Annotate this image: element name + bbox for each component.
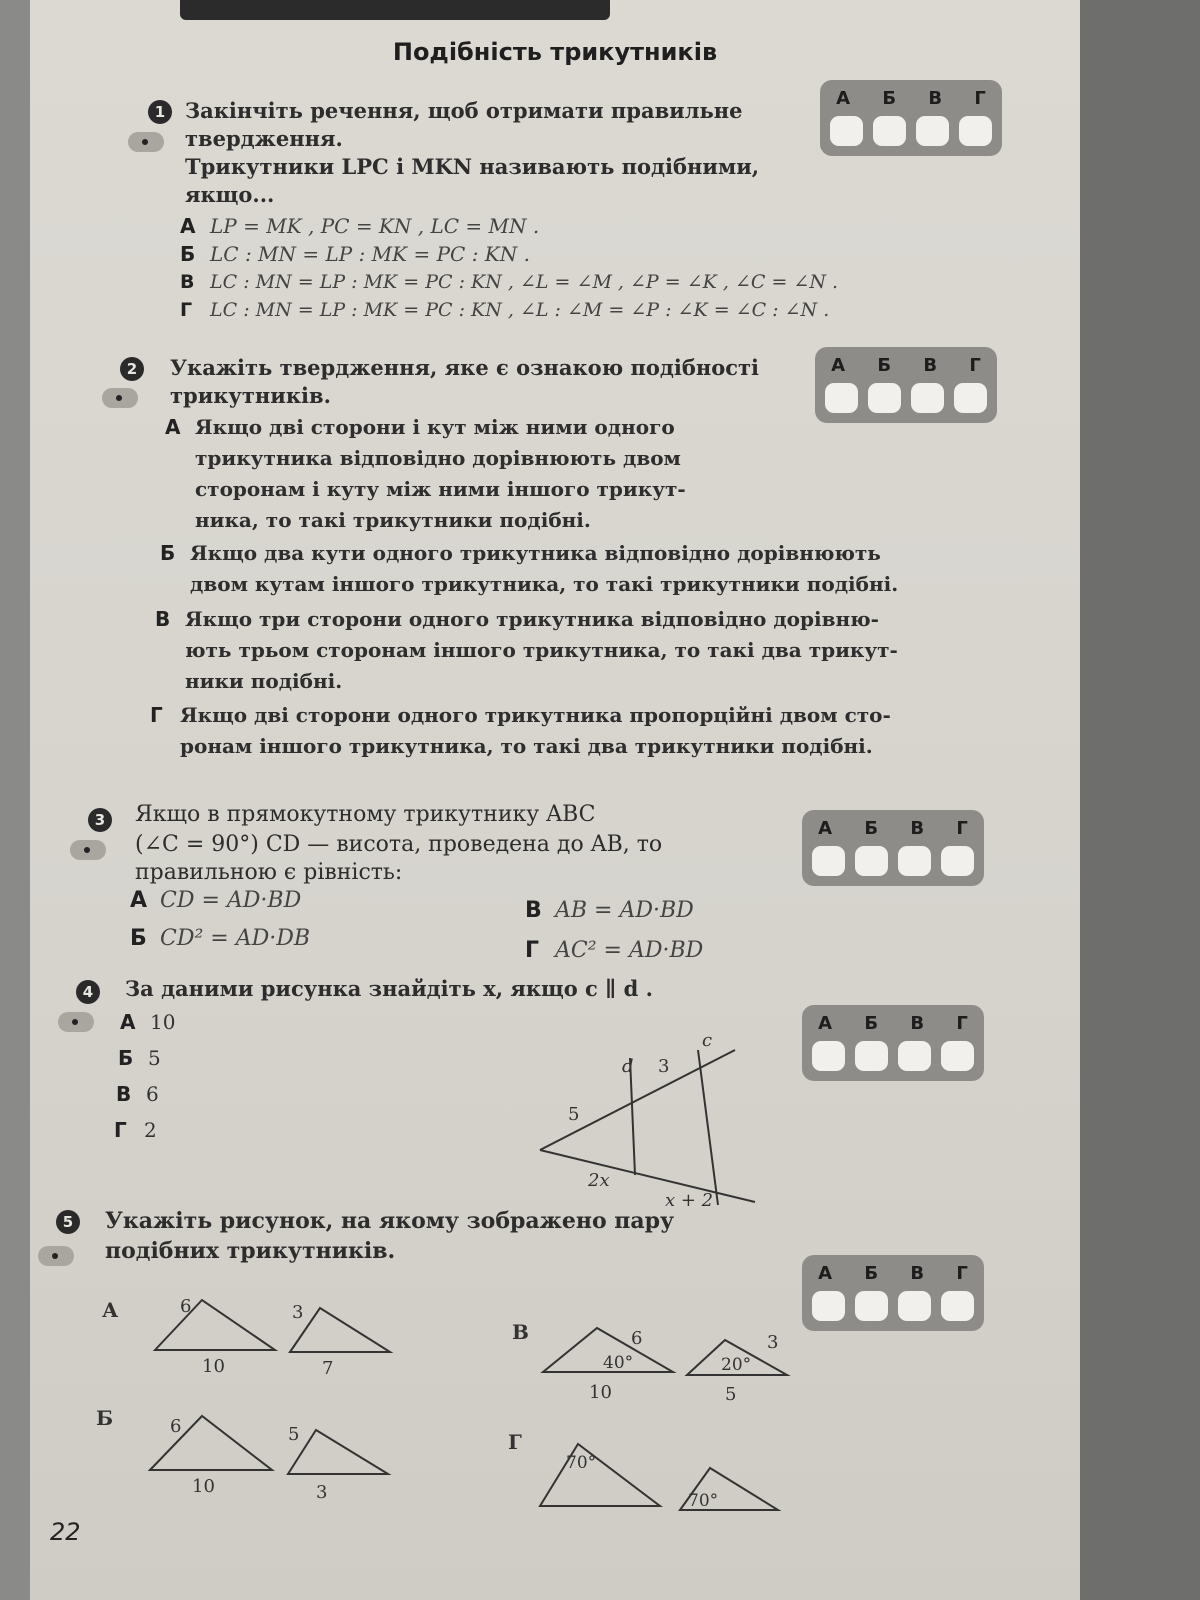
side-label: 5 — [725, 1384, 737, 1405]
figure-line-bottom — [540, 1150, 755, 1202]
side-label: 6 — [631, 1328, 643, 1349]
q1-option-a: А LP = MK , PC = KN , LC = MN . — [180, 214, 540, 238]
answer-cell-g[interactable] — [954, 383, 987, 413]
q1-option-v: В LC : MN = LP : MK = PC : KN , ∠L = ∠M , ∠P = ∠K , ∠C = ∠N . — [180, 271, 839, 293]
side-label: 3 — [316, 1482, 328, 1503]
q4-option-v: В 6 — [116, 1082, 159, 1106]
q3-option-a: А CD = AD·BD — [130, 888, 302, 913]
q5-fig-a-letter: А — [102, 1298, 119, 1322]
answer-box-q2: А Б В Г — [815, 347, 997, 423]
q5-text-line-2: подібних трикутників. — [105, 1238, 396, 1264]
side-label: 10 — [192, 1476, 215, 1497]
triangle-b-1 — [150, 1416, 272, 1470]
question-number-1: 1 — [148, 100, 172, 124]
side-label: 10 — [589, 1382, 612, 1403]
label-2x: 2x — [588, 1170, 610, 1191]
q1-text-line-2: твердження. — [185, 126, 343, 151]
q2-text-line-2: трикутників. — [170, 383, 331, 408]
side-label: 6 — [170, 1416, 182, 1437]
question-number-4: 4 — [76, 980, 100, 1004]
q2-text-line-1: Укажіть твердження, яке є ознакою подібності — [170, 355, 760, 380]
answer-cell-a[interactable] — [812, 1041, 845, 1071]
q5-fig-b-letter: Б — [96, 1406, 114, 1430]
label-c: c — [702, 1030, 713, 1051]
q1-option-g: Г LC : MN = LP : MK = PC : KN , ∠L : ∠M = ∠P : ∠K = ∠C : ∠N . — [180, 299, 830, 321]
q3-text-line-3: правильною є рівність: — [135, 860, 403, 885]
side-label: 10 — [202, 1356, 225, 1377]
page-number: 22 — [50, 1518, 81, 1546]
answer-cell-a[interactable] — [830, 116, 863, 146]
q4-option-g: Г 2 — [114, 1118, 157, 1142]
q3-option-v: В AB = AD·BD — [525, 898, 694, 923]
q3-text-line-2: (∠C = 90°) CD — висота, проведена до AB, то — [135, 832, 663, 857]
question-number-5: 5 — [56, 1210, 80, 1234]
label-5: 5 — [568, 1104, 580, 1125]
angle-label: 70° — [688, 1491, 719, 1511]
triangle-b-2 — [288, 1430, 388, 1474]
answer-cell-g[interactable] — [941, 846, 974, 876]
q4-figure — [530, 1030, 770, 1220]
difficulty-dot-icon — [102, 388, 138, 408]
difficulty-dot-icon — [128, 132, 164, 152]
q2-option-b: Б Якщо два кути одного трикутника відповідно дорівнюють двом кутам іншого трикутника, то такі трикутники подібні. — [160, 541, 899, 596]
q3-option-g: Г AC² = AD·BD — [525, 938, 704, 963]
answer-cell-b[interactable] — [855, 846, 888, 876]
q4-option-a: А 10 — [120, 1010, 176, 1034]
difficulty-dot-icon — [58, 1012, 94, 1032]
q1-option-b: Б LC : MN = LP : MK = PC : KN . — [180, 242, 530, 266]
question-number-3: 3 — [88, 808, 112, 832]
answer-cell-v[interactable] — [898, 846, 931, 876]
q5-figure-b — [130, 1410, 420, 1520]
side-label: 7 — [322, 1358, 334, 1379]
q4-option-b: Б 5 — [118, 1046, 161, 1070]
q4-text: За даними рисунка знайдіть x, якщо c ∥ d . — [125, 976, 653, 1001]
figure-line-top — [540, 1050, 735, 1150]
difficulty-dot-icon — [70, 840, 106, 860]
answer-cell-a[interactable] — [825, 383, 858, 413]
label-3: 3 — [658, 1056, 670, 1077]
side-label: 3 — [292, 1302, 304, 1323]
answer-cell-b[interactable] — [855, 1291, 888, 1321]
q5-figure-a — [130, 1290, 420, 1390]
answer-cell-b[interactable] — [873, 116, 906, 146]
q3-option-b: Б CD² = AD·DB — [130, 926, 311, 951]
answer-cell-g[interactable] — [959, 116, 992, 146]
label-d: d — [622, 1056, 634, 1077]
answer-cell-v[interactable] — [898, 1041, 931, 1071]
side-label: 6 — [180, 1296, 192, 1317]
label-x-plus-2: x + 2 — [665, 1190, 714, 1211]
q1-text-line-4: якщо... — [185, 182, 275, 207]
answer-cell-a[interactable] — [812, 1291, 845, 1321]
q1-text-line-3: Трикутники LPC і MKN називають подібними, — [185, 154, 760, 179]
answer-box-q4: А Б В Г — [802, 1005, 984, 1081]
answer-cell-a[interactable] — [812, 846, 845, 876]
q5-figure-v — [535, 1320, 825, 1420]
q1-text-line-1: Закінчіть речення, щоб отримати правильне — [185, 98, 743, 123]
side-label: 3 — [767, 1332, 779, 1353]
question-number-2: 2 — [120, 357, 144, 381]
answer-box-q1: А Б В Г — [820, 80, 1002, 156]
side-label: 5 — [288, 1424, 300, 1445]
answer-cell-v[interactable] — [916, 116, 949, 146]
q5-fig-g-letter: Г — [508, 1430, 522, 1454]
angle-label: 40° — [603, 1353, 634, 1373]
triangle-a-1 — [155, 1300, 275, 1350]
q3-text-line-1: Якщо в прямокутному трикутнику ABC — [135, 802, 596, 827]
answer-cell-v[interactable] — [898, 1291, 931, 1321]
answer-cell-g[interactable] — [941, 1041, 974, 1071]
background-edge — [1080, 0, 1200, 1600]
triangle-g-1 — [540, 1444, 660, 1506]
angle-label: 20° — [721, 1355, 752, 1375]
q2-option-v: В Якщо три сторони одного трикутника відповідно дорівню- ють трьом сторонам іншого трикутника, то такі два трикут- ники подібні. — [155, 607, 898, 693]
header-bar — [180, 0, 610, 20]
angle-label: 70° — [566, 1453, 597, 1473]
answer-cell-b[interactable] — [868, 383, 901, 413]
answer-cell-g[interactable] — [941, 1291, 974, 1321]
figure-line-c — [698, 1050, 718, 1205]
answer-cell-b[interactable] — [855, 1041, 888, 1071]
answer-cell-v[interactable] — [911, 383, 944, 413]
workbook-page — [30, 0, 1080, 1600]
difficulty-dot-icon — [38, 1246, 74, 1266]
triangle-a-2 — [290, 1308, 390, 1352]
answer-box-q5: А Б В Г — [802, 1255, 984, 1331]
q2-option-g: Г Якщо дві сторони одного трикутника пропорційні двом сто- ронам іншого трикутника, то такі два трикутники подібні. — [150, 703, 891, 758]
q2-option-a: А Якщо дві сторони і кут між ними одного трикутника відповідно дорівнюють двом сторонам і куту між ними іншого трикут- ника, то такі трикутники подібні. — [165, 415, 686, 532]
q5-text-line-1: Укажіть рисунок, на якому зображено пару — [105, 1208, 675, 1234]
q5-figure-g — [530, 1430, 820, 1530]
page-title: Подібність трикутників — [392, 38, 718, 66]
answer-box-q3: А Б В Г — [802, 810, 984, 886]
q5-fig-v-letter: В — [512, 1320, 529, 1344]
